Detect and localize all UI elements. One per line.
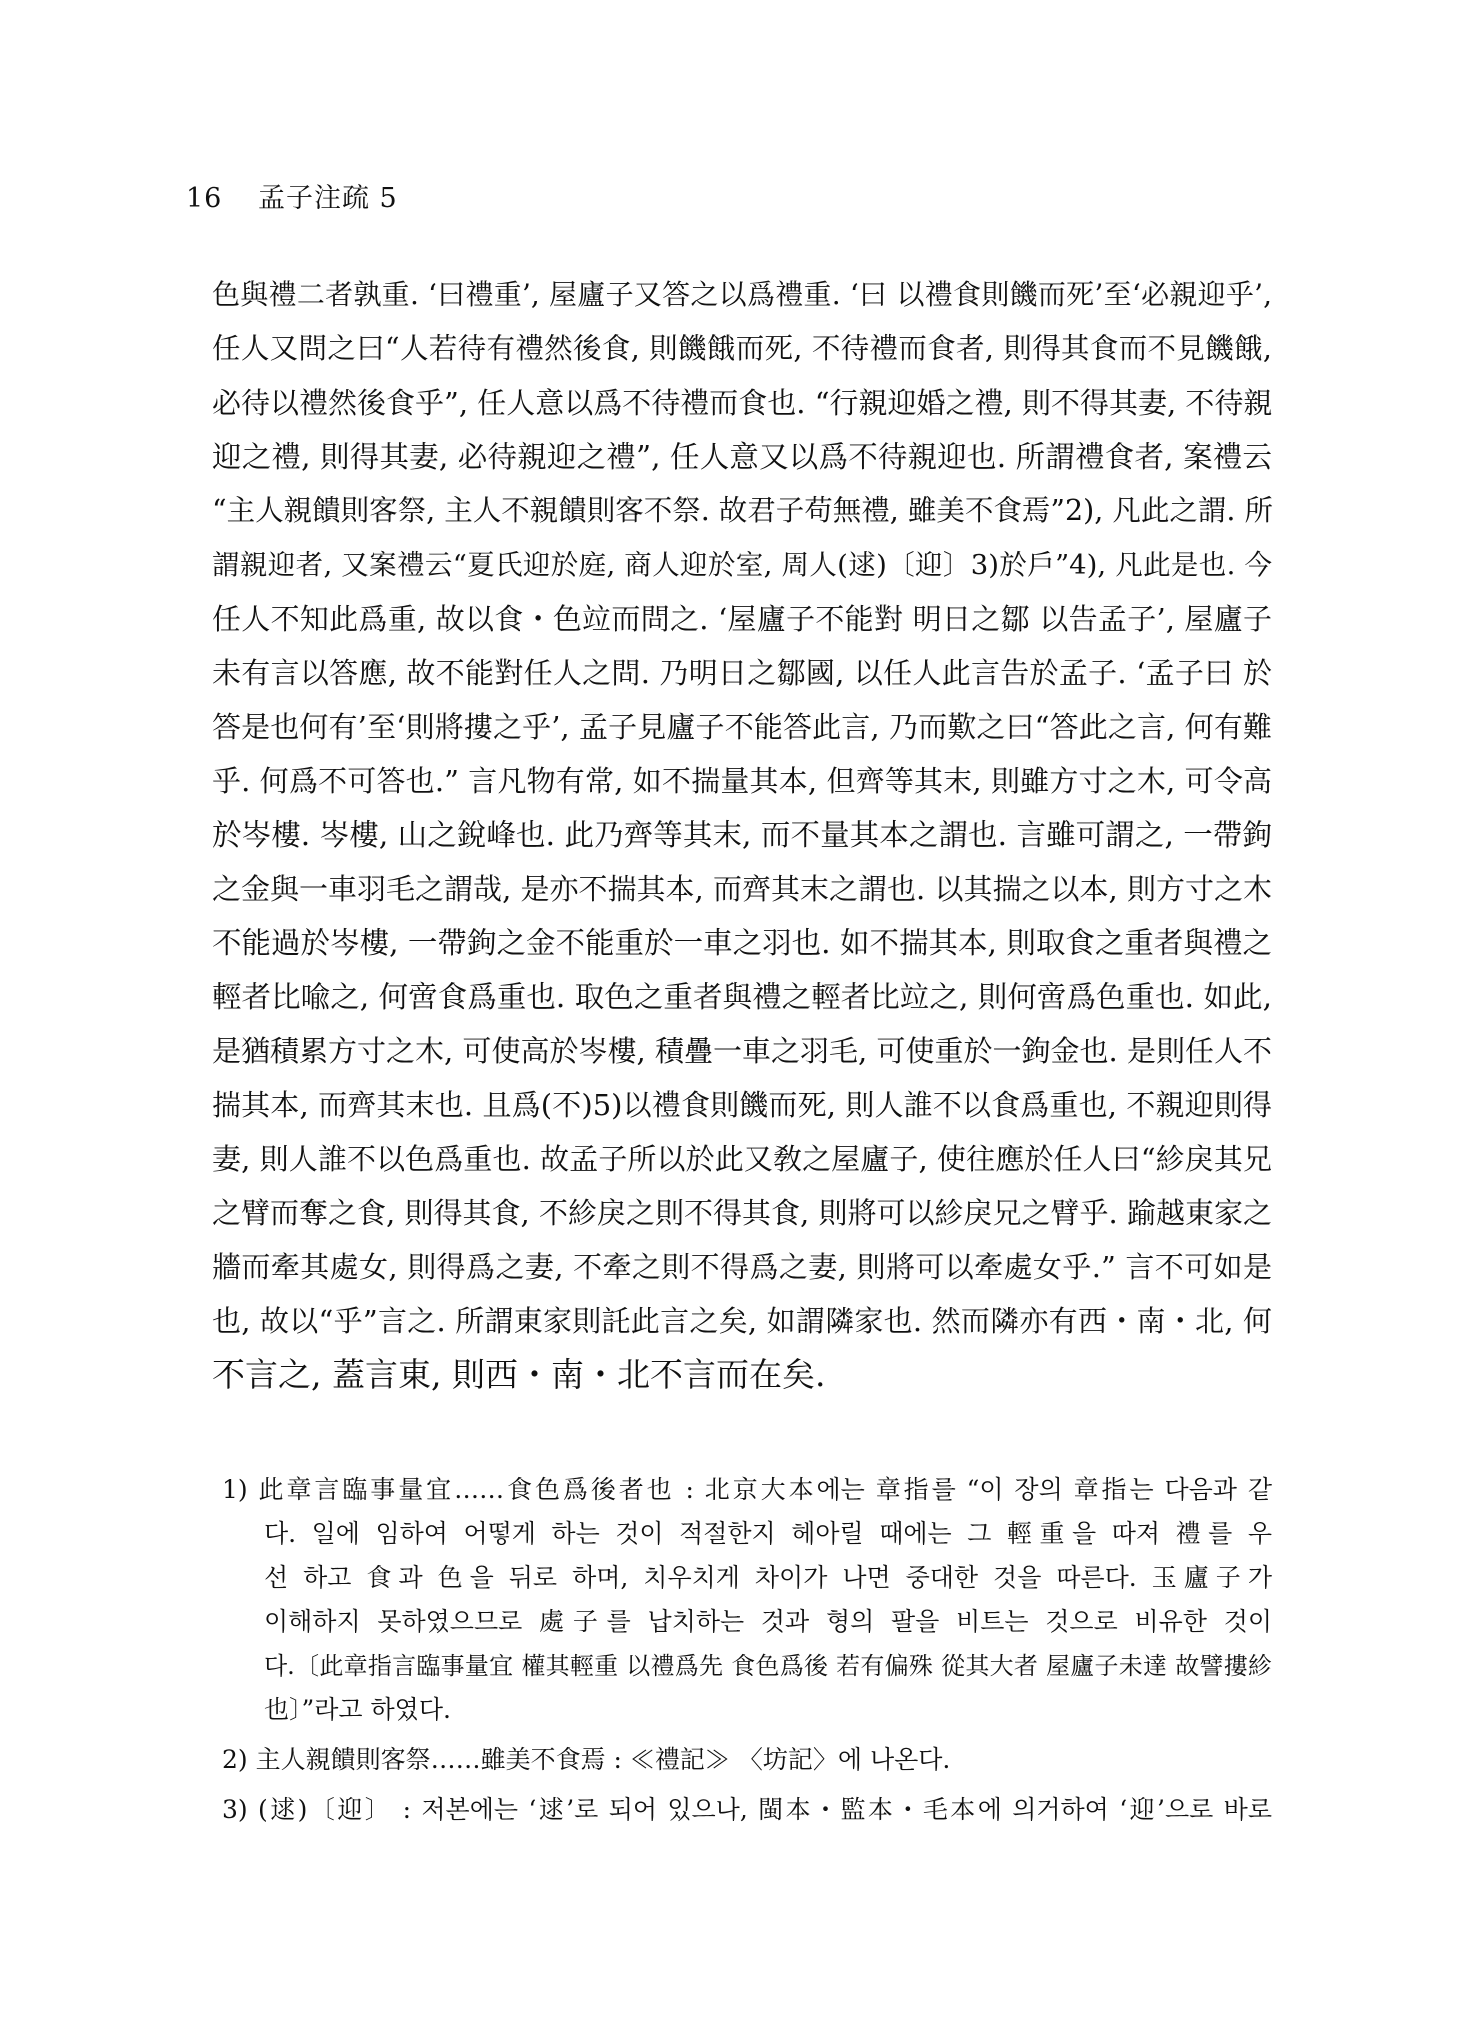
body-line: 迎之禮, 則得其妻, 必待親迎之禮”, 任人意又以爲不待親迎也. 所謂禮食者, 案禮云 — [212, 440, 1272, 474]
footnotes — [222, 1468, 1272, 1832]
body-line: 妻, 則人誰不以色爲重也. 故孟子所以於此又敎之屋廬子, 使往應於任人曰“紾戾其兄 — [212, 1142, 1272, 1176]
body-line: 也, 故以“乎”言之. 所謂東家則託此言之矣, 如謂隣家也. 然而隣亦有西・南・北, 何 — [212, 1304, 1272, 1338]
page-header — [186, 176, 398, 215]
footnote-3: 3) (逑)〔迎〕 : 저본에는 ‘逑’로 되어 있으나, 閩本・監本・毛本에 의거하여 ‘迎’으로 바로 — [222, 1795, 1272, 1824]
body-line: 輕者比喩之, 何啻食爲重也. 取色之重者與禮之輕者比竝之, 則何啻爲色重也. 如此, — [212, 980, 1272, 1014]
body-line: 答是也何有’至‘則將摟之乎’, 孟子見廬子不能答此言, 乃而歎之曰“答此之言, 何有難 — [212, 710, 1272, 744]
book-title: 孟子注疏 5 — [257, 183, 398, 214]
body-line: 揣其本, 而齊其末也. 且爲(不)5)以禮食則饑而死, 則人誰不以食爲重也, 不親迎則得 — [212, 1088, 1272, 1122]
body-line: 謂親迎者, 又案禮云“夏氏迎於庭, 商人迎於室, 周人(逑)〔迎〕3)於戶”4), 凡此是也. 今 — [212, 549, 1272, 581]
body-line: “主人親饋則客祭, 主人不親饋則客不祭. 故君子苟無禮, 雖美不食焉”2), 凡此之謂. 所 — [212, 494, 1273, 527]
footnote-1-continuation: 선 하고 食과 色을 뒤로 하며, 치우치게 차이가 나면 중대한 것을 따른다. 玉廬子가 — [264, 1563, 1272, 1592]
footnote-1-continuation: 也〕”라고 하였다. — [264, 1695, 451, 1724]
body-line: 任人又問之曰“人若待有禮然後食, 則饑餓而死, 不待禮而食者, 則得其食而不見饑餓, — [212, 332, 1272, 365]
body-line: 任人不知此爲重, 故以食・色竝而問之. ‘屋廬子不能對 明日之鄒 以告孟子’, 屋廬子 — [212, 602, 1272, 636]
body-line: 不言之, 蓋言東, 則西・南・北不言而在矣. — [212, 1355, 826, 1394]
body-line: 不能過於岑樓, 一帶鉤之金不能重於一車之羽也. 如不揣其本, 則取食之重者與禮之 — [212, 926, 1272, 960]
body-line: 之臂而奪之食, 則得其食, 不紾戾之則不得其食, 則將可以紾戾兄之臂乎. 踰越東家之 — [212, 1196, 1272, 1230]
body-line: 之金與一車羽毛之謂哉, 是亦不揣其本, 而齊其末之謂也. 以其揣之以本, 則方寸之木 — [212, 872, 1272, 906]
body-line: 乎. 何爲不可答也.” 言凡物有常, 如不揣量其本, 但齊等其末, 則雖方寸之木, 可令高 — [212, 764, 1272, 798]
footnote-1: 1) 此章言臨事量宜……食色爲後者也 : 北京大本에는 章指를 “이 장의 章指는 다음과 같 — [222, 1475, 1272, 1504]
body-line: 必待以禮然後食乎”, 任人意以爲不待禮而食也. “行親迎婚之禮, 則不得其妻, 不待親 — [212, 386, 1273, 420]
footnote-1-continuation: 다. 일에 임하여 어떻게 하는 것이 적절한지 헤아릴 때에는 그 輕重을 따져 禮를 우 — [264, 1519, 1272, 1548]
footnote-1-continuation: 이해하지 못하였으므로 處子를 납치하는 것과 형의 팔을 비트는 것으로 비유한 것이 — [264, 1607, 1272, 1636]
body-line: 未有言以答應, 故不能對任人之問. 乃明日之鄒國, 以任人此言告於孟子. ‘孟子曰 於 — [212, 656, 1272, 690]
footnote-1-continuation: 다.〔此章指言臨事量宜 權其輕重 以禮爲先 食色爲後 若有偏殊 從其大者 屋廬子未達 故譬摟紾 — [264, 1652, 1272, 1680]
footnote-2: 2) 主人親饋則客祭……雖美不食焉 : ≪禮記≫ 〈坊記〉에 나온다. — [222, 1745, 951, 1774]
body-line: 色與禮二者孰重. ‘曰禮重’, 屋廬子又答之以爲禮重. ‘曰 以禮食則饑而死’至‘必親迎乎’, — [212, 278, 1272, 311]
page-number: 16 — [186, 183, 223, 214]
commentary-body — [212, 268, 1272, 1402]
body-line: 牆而牽其處女, 則得爲之妻, 不牽之則不得爲之妻, 則將可以牽處女乎.” 言不可如是 — [212, 1250, 1272, 1284]
body-line: 於岑樓. 岑樓, 山之銳峰也. 此乃齊等其末, 而不量其本之謂也. 言雖可謂之, 一帶鉤 — [212, 818, 1272, 852]
body-line: 是猶積累方寸之木, 可使高於岑樓, 積疊一車之羽毛, 可使重於一鉤金也. 是則任人不 — [212, 1034, 1272, 1068]
